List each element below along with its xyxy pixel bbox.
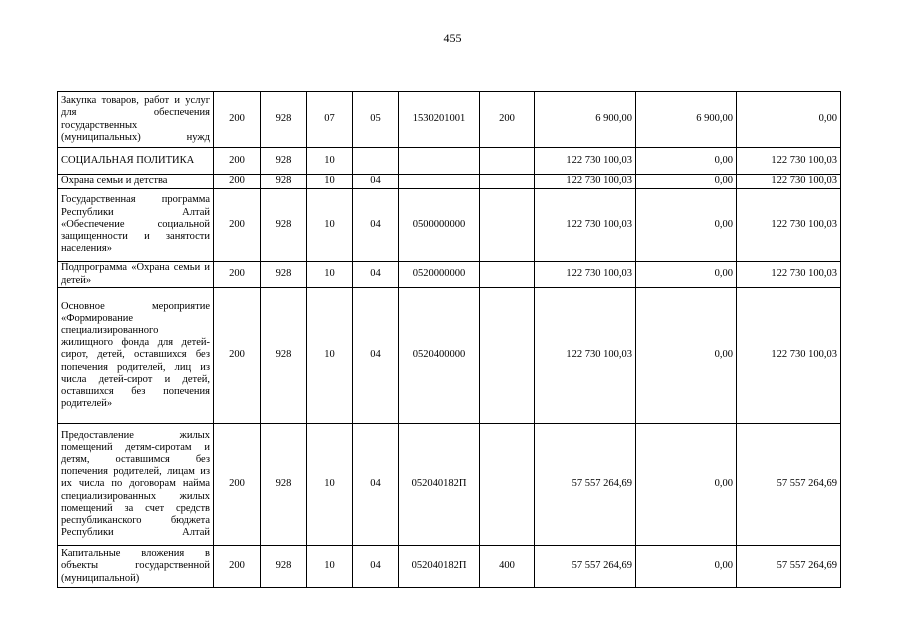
cell-ministry: 928 [261, 175, 307, 189]
row-description: Охрана семьи и детства [58, 175, 214, 189]
cell-ministry: 928 [261, 148, 307, 175]
cell-expense-type: 400 [480, 546, 535, 588]
cell-amount-3: 122 730 100,03 [737, 262, 841, 288]
cell-code: 200 [214, 262, 261, 288]
cell-amount-1: 122 730 100,03 [535, 288, 636, 424]
cell-section: 10 [307, 546, 353, 588]
row-description: Подпрограмма «Охрана семьи и детей» [58, 262, 214, 288]
cell-ministry: 928 [261, 546, 307, 588]
row-description: Основное мероприятие «Формирование специализированного жилищного фонда для детей-сирот, детей, оставшихся без попечения родителей, лиц из числа детей-сирот и детей, оставшихся без попечения родителей» [58, 288, 214, 424]
cell-code: 200 [214, 189, 261, 262]
cell-amount-2: 0,00 [636, 424, 737, 546]
cell-expense-type [480, 189, 535, 262]
cell-code: 200 [214, 92, 261, 148]
table-row [58, 189, 841, 262]
cell-amount-3: 0,00 [737, 92, 841, 148]
cell-amount-2: 0,00 [636, 189, 737, 262]
cell-target-article: 0520400000 [399, 288, 480, 424]
table-row [58, 148, 841, 175]
table-row [58, 546, 841, 588]
cell-ministry: 928 [261, 189, 307, 262]
cell-section: 10 [307, 189, 353, 262]
cell-subsection [353, 148, 399, 175]
cell-section: 10 [307, 424, 353, 546]
cell-subsection: 05 [353, 92, 399, 148]
cell-target-article: 0500000000 [399, 189, 480, 262]
cell-amount-3: 122 730 100,03 [737, 189, 841, 262]
cell-expense-type [480, 424, 535, 546]
cell-section: 07 [307, 92, 353, 148]
cell-section: 10 [307, 148, 353, 175]
cell-target-article: 052040182П [399, 424, 480, 546]
cell-ministry: 928 [261, 424, 307, 546]
cell-amount-3: 122 730 100,03 [737, 148, 841, 175]
cell-code: 200 [214, 424, 261, 546]
cell-amount-3: 122 730 100,03 [737, 175, 841, 189]
cell-amount-1: 122 730 100,03 [535, 175, 636, 189]
cell-amount-1: 122 730 100,03 [535, 189, 636, 262]
cell-amount-3: 122 730 100,03 [737, 288, 841, 424]
table-row [58, 288, 841, 424]
cell-ministry: 928 [261, 92, 307, 148]
cell-amount-2: 0,00 [636, 288, 737, 424]
table-row [58, 175, 841, 189]
cell-amount-3: 57 557 264,69 [737, 424, 841, 546]
cell-subsection: 04 [353, 546, 399, 588]
cell-subsection: 04 [353, 189, 399, 262]
row-description: Государственная программа Республики Алтай «Обеспечение социальной защищенности и занятости населения» [58, 189, 214, 262]
cell-subsection: 04 [353, 288, 399, 424]
row-description: Закупка товаров, работ и услуг для обеспечения государственных (муниципальных) нужд [58, 92, 214, 148]
cell-expense-type [480, 288, 535, 424]
cell-expense-type: 200 [480, 92, 535, 148]
row-description: Капитальные вложения в объекты государственной (муниципальной) [58, 546, 214, 588]
cell-subsection: 04 [353, 175, 399, 189]
cell-expense-type [480, 148, 535, 175]
budget-table [57, 91, 841, 588]
cell-amount-1: 122 730 100,03 [535, 262, 636, 288]
cell-expense-type [480, 262, 535, 288]
cell-amount-1: 122 730 100,03 [535, 148, 636, 175]
cell-section: 10 [307, 288, 353, 424]
cell-ministry: 928 [261, 288, 307, 424]
cell-target-article [399, 148, 480, 175]
cell-amount-1: 57 557 264,69 [535, 424, 636, 546]
cell-code: 200 [214, 546, 261, 588]
cell-amount-2: 0,00 [636, 175, 737, 189]
cell-ministry: 928 [261, 262, 307, 288]
row-description: Предоставление жилых помещений детям-сиротам и детям, оставшимся без попечения родителей, лицам из их числа по договорам найма специализированных жилых помещений за счет средств республиканского бюджета Республики Алтай [58, 424, 214, 546]
table-row [58, 262, 841, 288]
cell-code: 200 [214, 288, 261, 424]
cell-amount-2: 6 900,00 [636, 92, 737, 148]
cell-subsection: 04 [353, 424, 399, 546]
cell-amount-3: 57 557 264,69 [737, 546, 841, 588]
cell-amount-1: 6 900,00 [535, 92, 636, 148]
cell-expense-type [480, 175, 535, 189]
cell-section: 10 [307, 175, 353, 189]
cell-amount-2: 0,00 [636, 546, 737, 588]
cell-target-article: 1530201001 [399, 92, 480, 148]
cell-amount-2: 0,00 [636, 148, 737, 175]
cell-code: 200 [214, 175, 261, 189]
table-row [58, 92, 841, 148]
page-number: 455 [443, 31, 462, 45]
cell-section: 10 [307, 262, 353, 288]
cell-amount-1: 57 557 264,69 [535, 546, 636, 588]
cell-target-article: 052040182П [399, 546, 480, 588]
cell-amount-2: 0,00 [636, 262, 737, 288]
cell-subsection: 04 [353, 262, 399, 288]
row-description: СОЦИАЛЬНАЯ ПОЛИТИКА [58, 148, 214, 175]
cell-target-article: 0520000000 [399, 262, 480, 288]
cell-code: 200 [214, 148, 261, 175]
table-row [58, 424, 841, 546]
cell-target-article [399, 175, 480, 189]
